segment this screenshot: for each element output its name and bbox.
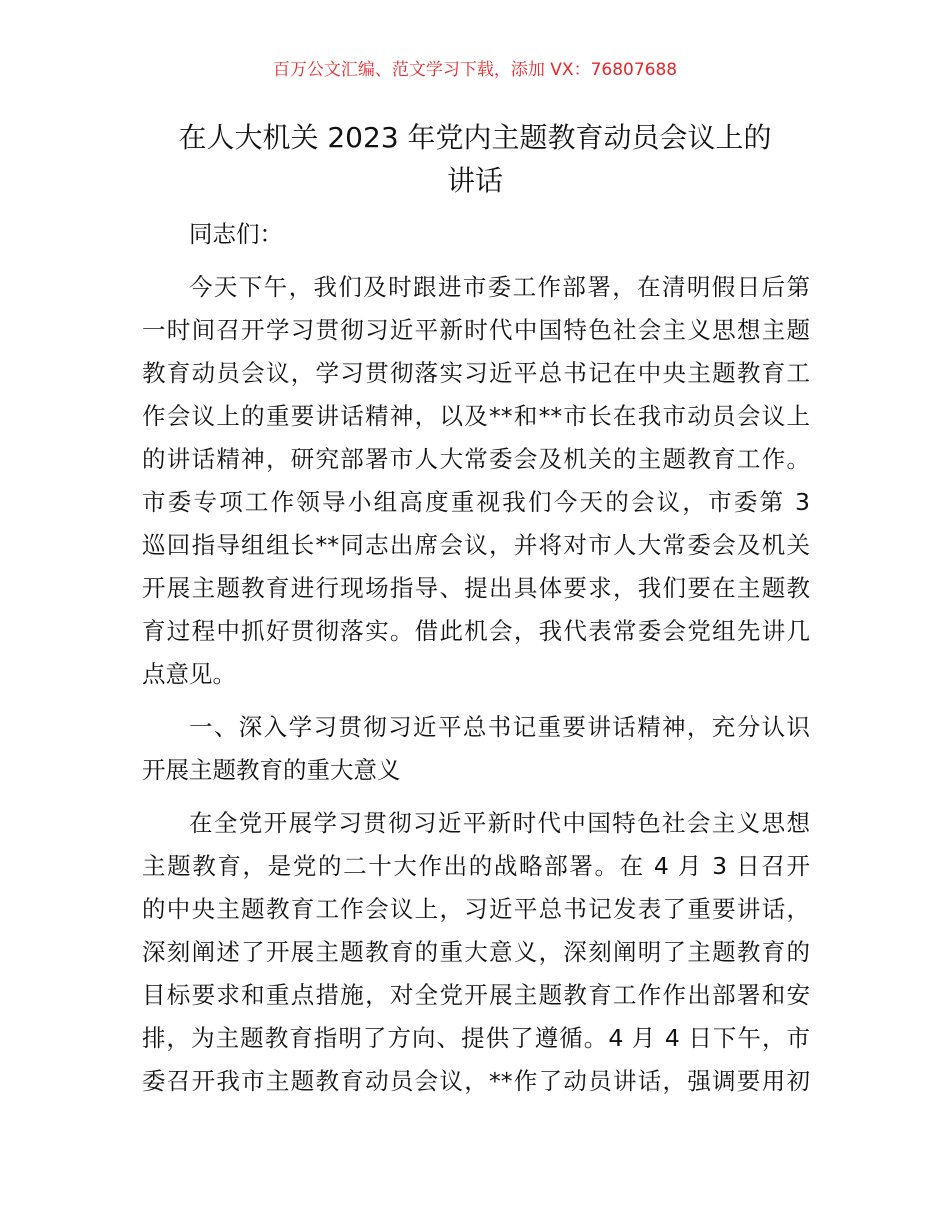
paragraph [142, 802, 810, 1103]
text-line: 一、深入学习贯彻习近平总书记重要讲话精神，充分认识 [189, 713, 810, 741]
document-body [142, 213, 810, 1113]
text-line: 的讲话精神，研究部署市人大常委会及机关的主题教育工作。 [142, 445, 810, 473]
text-line: 排，为主题教育指明了方向、提供了遵循。4 月 4 日下午，市 [142, 1024, 810, 1052]
document-title [120, 116, 830, 202]
text-line: 开展主题教育进行现场指导、提出具体要求，我们要在主题教 [142, 574, 810, 602]
text-line: 深刻阐述了开展主题教育的重大意义，深刻阐明了主题教育的 [142, 938, 810, 966]
text-line: 一时间召开学习贯彻习近平新时代中国特色社会主义思想主题 [142, 316, 810, 344]
paragraph [142, 266, 810, 696]
text-line: 巡回指导组组长**同志出席会议，并将对市人大常委会及机关 [142, 531, 810, 559]
paragraph [142, 213, 810, 256]
paragraph [142, 706, 810, 792]
watermark-header: 百万公文汇编、范文学习下载，添加 VX：76807688 [272, 60, 678, 80]
text-line: 主题教育，是党的二十大作出的战略部署。在 4 月 3 日召开 [142, 852, 810, 880]
text-line: 育过程中抓好贯彻落实。借此机会，我代表常委会党组先讲几 [142, 617, 810, 645]
text-line: 开展主题教育的重大意义 [142, 756, 401, 784]
text-line: 今天下午，我们及时跟进市委工作部署，在清明假日后第 [189, 273, 810, 301]
text-line: 市委专项工作领导小组高度重视我们今天的会议，市委第 3 [142, 488, 810, 516]
text-line: 的中央主题教育工作会议上，习近平总书记发表了重要讲话， [142, 895, 810, 923]
title-line: 在人大机关 2023 年党内主题教育动员会议上的 [178, 121, 772, 154]
text-line: 在全党开展学习贯彻习近平新时代中国特色社会主义思想 [189, 809, 810, 837]
text-line: 作会议上的重要讲话精神，以及**和**市长在我市动员会议上 [142, 402, 810, 430]
text-line: 委召开我市主题教育动员会议，**作了动员讲话，强调要用初 [142, 1067, 810, 1095]
text-line: 教育动员会议，学习贯彻落实习近平总书记在中央主题教育工 [142, 359, 810, 387]
text-line: 点意见。 [142, 660, 236, 688]
text-line: 同志们： [189, 220, 283, 248]
text-line: 目标要求和重点措施，对全党开展主题教育工作作出部署和安 [142, 981, 810, 1009]
title-line: 讲话 [446, 164, 503, 197]
